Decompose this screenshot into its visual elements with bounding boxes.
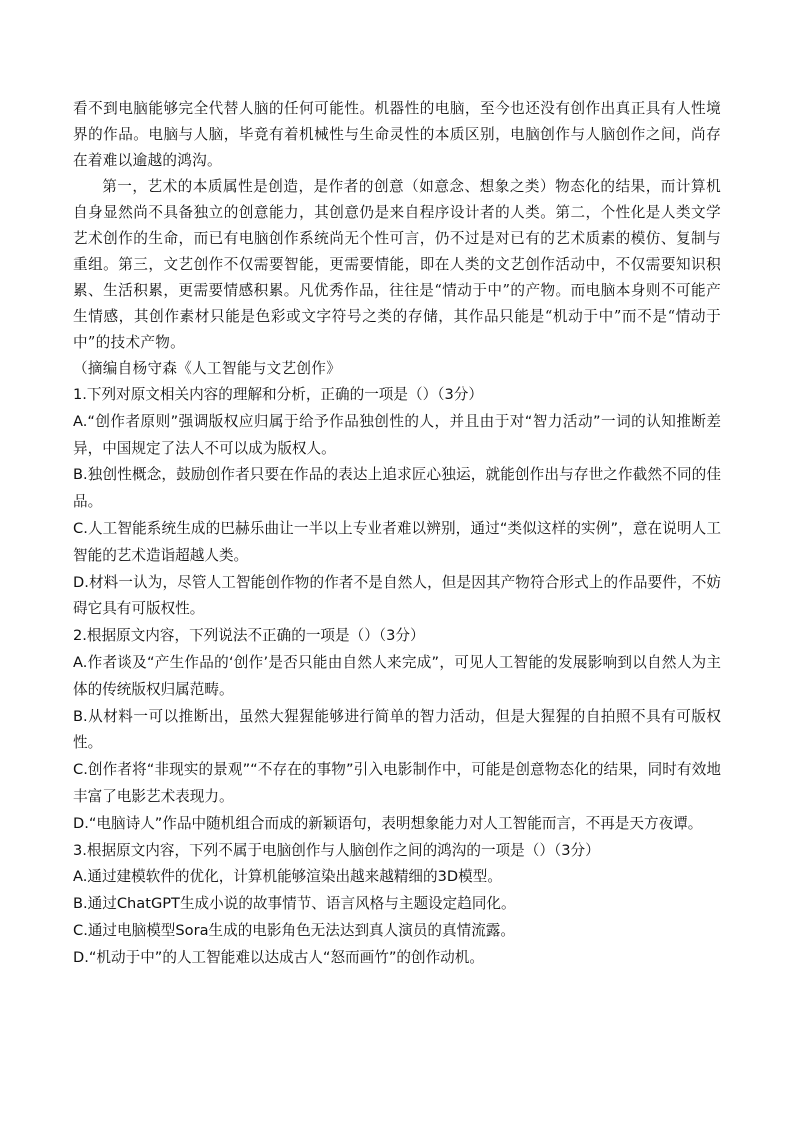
option-d: D.“电脑诗人”作品中随机组合而成的新颖语句，表明想象能力对人工智能而言，不再是天方夜谭。 [73,814,703,832]
question-stem: 3.根据原文内容，下列不属于电脑创作与人脑创作之间的鸿沟的一项是（）（3分） [73,841,600,859]
option-d: D.“机动于中”的人工智能难以达成古人“怒而画竹”的创作动机。 [73,948,484,966]
option-b: B.通过ChatGPT生成小说的故事情节、语言风格与主题设定趋同化。 [73,895,516,913]
option-a: A.通过建模软件的优化，计算机能够渲染出越来越精细的3D模型。 [73,868,502,886]
passage-source: （摘编自杨守森《人工智能与文艺创作》 [73,360,342,377]
document-page [73,96,721,972]
option-b: B.从材料一可以推断出，虽然大猩猩能够进行简单的智力活动，但是大猩猩的自拍照不具有可版权性。 [73,707,721,752]
question-stem: 1.下列对原文相关内容的理解和分析，正确的一项是（）（3分） [73,386,483,403]
question-stem: 2.根据原文内容，下列说法不正确的一项是（）（3分） [73,627,425,645]
question-1 [73,382,721,623]
question-list [73,382,721,972]
question-3 [73,838,721,972]
passage-paragraph: 看不到电脑能够完全代替人脑的任何可能性。机器性的电脑，至今也还没有创作出真正具有人性境界的作品。电脑与人脑，毕竟有着机械性与生命灵性的本质区别，电脑创作与人脑创作之间，尚存在着难以逾越的鸿沟。 [73,100,721,169]
option-c: C.通过电脑模型Sora生成的电影角色无法达到真人演员的真情流露。 [73,921,515,939]
question-2 [73,623,721,837]
option-c: C.人工智能系统生成的巴赫乐曲让一半以上专业者难以辨别，通过“类似这样的实例”，意在说明人工智能的艺术造诣超越人类。 [73,519,721,564]
option-c: C.创作者将“非现实的景观”“不存在的事物”引入电影制作中，可能是创意物态化的结果，同时有效地丰富了电影艺术表现力。 [73,761,721,805]
reading-passage [73,96,721,382]
option-b: B.独创性概念，鼓励创作者只要在作品的表达上追求匠心独运，就能创作出与存世之作截然不同的佳品。 [73,466,721,511]
option-a: A.作者谈及“产生作品的‘创作’是否只能由自然人来完成”，可见人工智能的发展影响到以自然人为主体的传统版权归属范畴。 [73,653,721,698]
option-a: A.“创作者原则”强调版权应归属于给予作品独创性的人，并且由于对“智力活动”一词的认知推断差异，中国规定了法人不可以成为版权人。 [73,412,721,457]
option-d: D.材料一认为，尽管人工智能创作物的作者不是自然人，但是因其产物符合形式上的作品要件，不妨碍它具有可版权性。 [73,573,721,618]
passage-paragraph: 第一，艺术的本质属性是创造，是作者的创意（如意念、想象之类）物态化的结果，而计算机自身显然尚不具备独立的创意能力，其创意仍是来自程序设计者的人类。第二，个性化是人类文学艺术创作的生命，而已有电脑创作系统尚无个性可言，仍不过是对已有的艺术质素的模仿、复制与重组。第三，文艺创作不仅需要智能，更需要情能，即在人类的文艺创作活动中，不仅需要知识积累、生活积累，更需要情感积累。凡优秀作品，往往是“情动于中”的产物。而电脑本身则不可能产生情感，其创作素材只能是色彩或文字符号之类的存储，其作品只能是“机动于中”而不是“情动于中”的技术产物。 [73,178,721,351]
